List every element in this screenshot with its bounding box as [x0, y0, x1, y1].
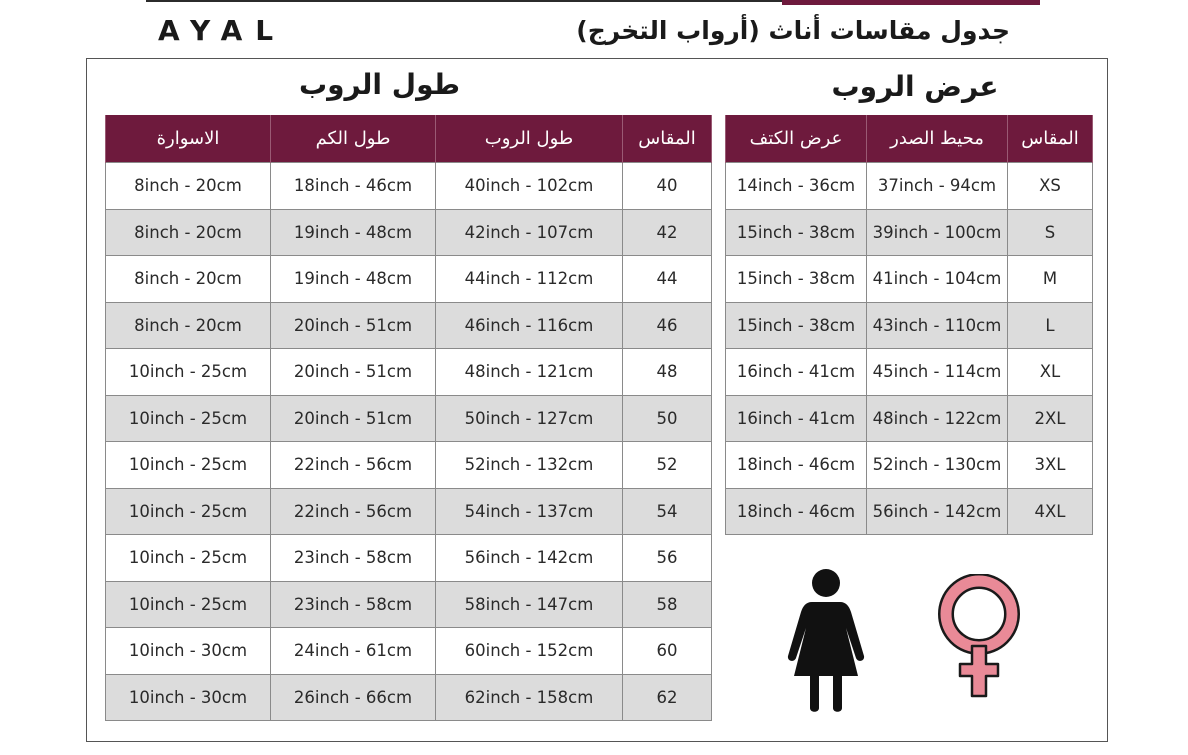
- cell-wrist: 10inch - 25cm: [106, 488, 271, 535]
- cell-shoulder: 16inch - 41cm: [726, 395, 867, 442]
- cell-sleeve-length: 23inch - 58cm: [271, 581, 436, 628]
- cell-size: 48: [623, 349, 712, 396]
- cell-chest: 41inch - 104cm: [867, 256, 1008, 303]
- cell-wrist: 10inch - 25cm: [106, 442, 271, 489]
- cell-robe-length: 42inch - 107cm: [436, 209, 623, 256]
- cell-chest: 56inch - 142cm: [867, 488, 1008, 535]
- table-row: [726, 349, 1093, 396]
- cell-chest: 48inch - 122cm: [867, 395, 1008, 442]
- cell-sleeve-length: 20inch - 51cm: [271, 395, 436, 442]
- cell-size: 60: [623, 628, 712, 675]
- cell-shoulder: 18inch - 46cm: [726, 488, 867, 535]
- cell-sleeve-length: 24inch - 61cm: [271, 628, 436, 675]
- header-size: المقاس: [623, 115, 712, 163]
- table-row: [106, 256, 712, 303]
- header-chest: محيط الصدر: [867, 115, 1008, 163]
- cell-size: 3XL: [1008, 442, 1093, 489]
- table-row: [106, 535, 712, 582]
- table-row: [726, 209, 1093, 256]
- cell-wrist: 10inch - 25cm: [106, 535, 271, 582]
- table-row: [726, 488, 1093, 535]
- cell-size: XL: [1008, 349, 1093, 396]
- cell-robe-length: 54inch - 137cm: [436, 488, 623, 535]
- cell-wrist: 8inch - 20cm: [106, 163, 271, 210]
- table-row: [106, 163, 712, 210]
- cell-size: 4XL: [1008, 488, 1093, 535]
- cell-wrist: 8inch - 20cm: [106, 256, 271, 303]
- woman-figure-icon: [786, 566, 866, 714]
- top-rule: [146, 0, 782, 2]
- cell-robe-length: 56inch - 142cm: [436, 535, 623, 582]
- cell-wrist: 8inch - 20cm: [106, 302, 271, 349]
- cell-sleeve-length: 19inch - 48cm: [271, 256, 436, 303]
- cell-chest: 39inch - 100cm: [867, 209, 1008, 256]
- table-row: [726, 163, 1093, 210]
- table-row: [106, 209, 712, 256]
- top-rule-accent: [782, 0, 1040, 5]
- cell-size: 58: [623, 581, 712, 628]
- table-row: [106, 349, 712, 396]
- table-header-row: [726, 115, 1093, 163]
- length-table-title: طول الروب: [298, 68, 460, 101]
- cell-size: 44: [623, 256, 712, 303]
- cell-shoulder: 15inch - 38cm: [726, 302, 867, 349]
- cell-robe-length: 46inch - 116cm: [436, 302, 623, 349]
- table-row: [726, 256, 1093, 303]
- header-wrist: الاسوارة: [106, 115, 271, 163]
- cell-shoulder: 15inch - 38cm: [726, 209, 867, 256]
- cell-robe-length: 44inch - 112cm: [436, 256, 623, 303]
- cell-size: 54: [623, 488, 712, 535]
- cell-size: M: [1008, 256, 1093, 303]
- cell-sleeve-length: 19inch - 48cm: [271, 209, 436, 256]
- cell-sleeve-length: 22inch - 56cm: [271, 442, 436, 489]
- cell-robe-length: 50inch - 127cm: [436, 395, 623, 442]
- header-robe-length: طول الروب: [436, 115, 623, 163]
- table-row: [106, 628, 712, 675]
- cell-robe-length: 40inch - 102cm: [436, 163, 623, 210]
- cell-chest: 45inch - 114cm: [867, 349, 1008, 396]
- cell-size: XS: [1008, 163, 1093, 210]
- cell-wrist: 8inch - 20cm: [106, 209, 271, 256]
- cell-robe-length: 52inch - 132cm: [436, 442, 623, 489]
- cell-sleeve-length: 22inch - 56cm: [271, 488, 436, 535]
- cell-shoulder: 16inch - 41cm: [726, 349, 867, 396]
- cell-size: 40: [623, 163, 712, 210]
- table-row: [106, 442, 712, 489]
- table-row: [106, 395, 712, 442]
- cell-size: L: [1008, 302, 1093, 349]
- cell-robe-length: 60inch - 152cm: [436, 628, 623, 675]
- cell-size: 50: [623, 395, 712, 442]
- cell-size: 52: [623, 442, 712, 489]
- cell-wrist: 10inch - 30cm: [106, 628, 271, 675]
- header-sleeve-length: طول الكم: [271, 115, 436, 163]
- cell-size: 62: [623, 674, 712, 721]
- cell-sleeve-length: 23inch - 58cm: [271, 535, 436, 582]
- cell-shoulder: 14inch - 36cm: [726, 163, 867, 210]
- cell-wrist: 10inch - 25cm: [106, 581, 271, 628]
- cell-sleeve-length: 20inch - 51cm: [271, 349, 436, 396]
- cell-robe-length: 58inch - 147cm: [436, 581, 623, 628]
- cell-wrist: 10inch - 25cm: [106, 349, 271, 396]
- brand-logo: AYAL: [158, 14, 287, 47]
- cell-chest: 37inch - 94cm: [867, 163, 1008, 210]
- female-symbol-icon: [934, 574, 1024, 702]
- page-title: جدول مقاسات أناث (أرواب التخرج): [576, 16, 1010, 45]
- table-row: [726, 395, 1093, 442]
- header-shoulder: عرض الكتف: [726, 115, 867, 163]
- cell-chest: 52inch - 130cm: [867, 442, 1008, 489]
- cell-sleeve-length: 20inch - 51cm: [271, 302, 436, 349]
- cell-chest: 43inch - 110cm: [867, 302, 1008, 349]
- cell-wrist: 10inch - 25cm: [106, 395, 271, 442]
- cell-sleeve-length: 26inch - 66cm: [271, 674, 436, 721]
- table-row: [726, 442, 1093, 489]
- table-header-row: [106, 115, 712, 163]
- table-row: [106, 674, 712, 721]
- table-row: [106, 581, 712, 628]
- cell-robe-length: 48inch - 121cm: [436, 349, 623, 396]
- cell-robe-length: 62inch - 158cm: [436, 674, 623, 721]
- cell-size: 46: [623, 302, 712, 349]
- table-row: [726, 302, 1093, 349]
- cell-sleeve-length: 18inch - 46cm: [271, 163, 436, 210]
- cell-shoulder: 18inch - 46cm: [726, 442, 867, 489]
- cell-size: S: [1008, 209, 1093, 256]
- table-row: [106, 488, 712, 535]
- cell-size: 2XL: [1008, 395, 1093, 442]
- width-size-table: [725, 115, 1093, 535]
- cell-size: 42: [623, 209, 712, 256]
- width-table-title: عرض الروب: [831, 70, 999, 103]
- cell-size: 56: [623, 535, 712, 582]
- cell-shoulder: 15inch - 38cm: [726, 256, 867, 303]
- length-size-table: [105, 115, 712, 721]
- table-row: [106, 302, 712, 349]
- header-size: المقاس: [1008, 115, 1093, 163]
- cell-wrist: 10inch - 30cm: [106, 674, 271, 721]
